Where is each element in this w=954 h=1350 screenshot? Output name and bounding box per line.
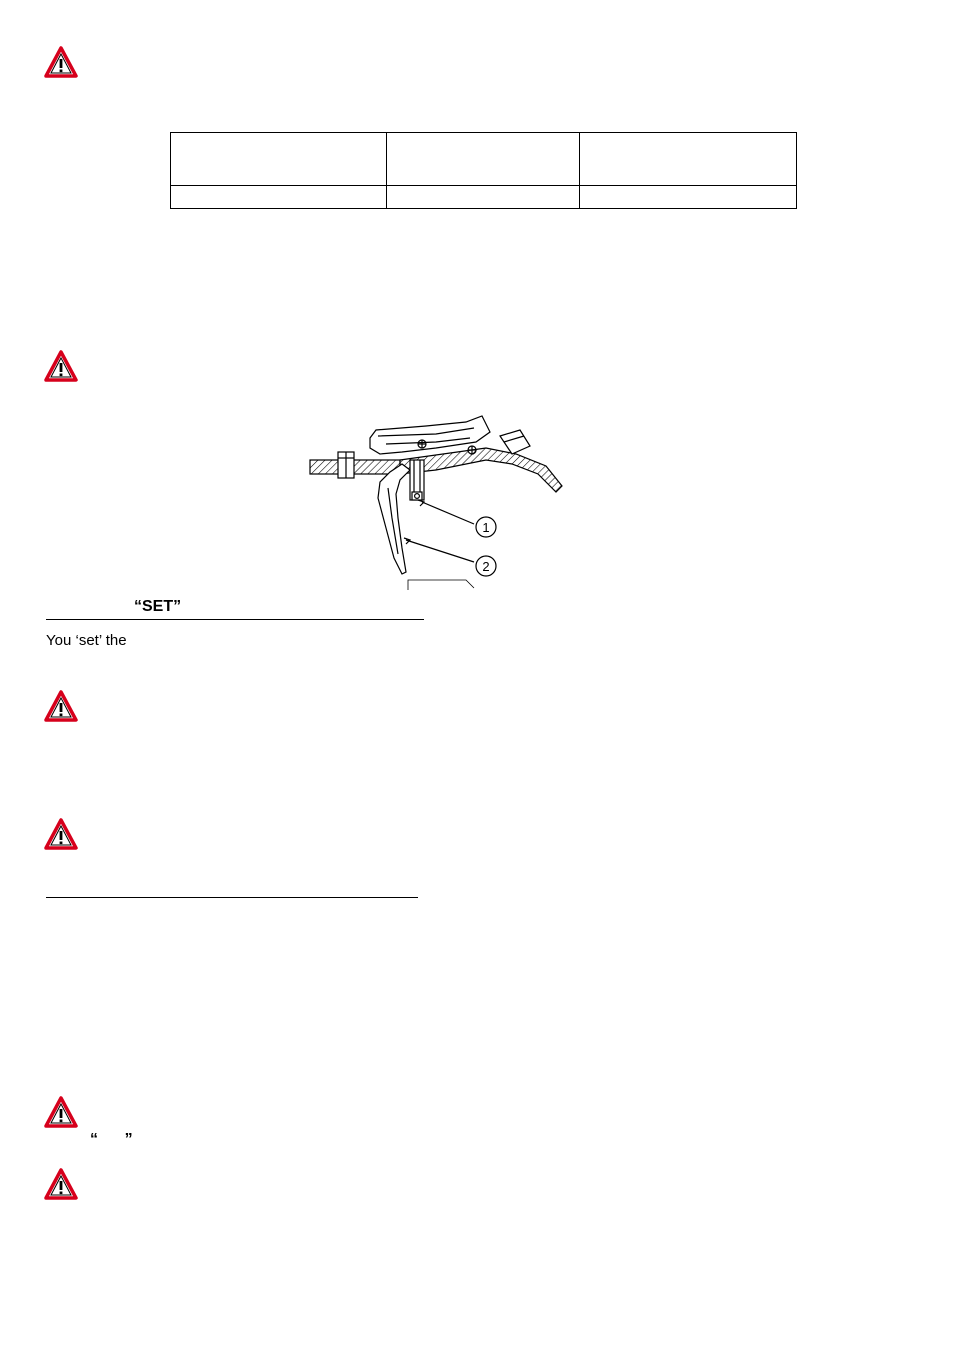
spec-table [170, 132, 797, 209]
table-cell [387, 133, 580, 186]
table-cell [580, 186, 797, 209]
body-paragraph: You ‘set’ the [46, 632, 127, 649]
table-cell [387, 186, 580, 209]
table-cell [171, 186, 387, 209]
warning-triangle-icon [44, 818, 78, 850]
mechanism-drawing [306, 408, 564, 592]
table-cell [580, 133, 797, 186]
warning-triangle-icon [44, 690, 78, 722]
warning-triangle-icon [44, 350, 78, 382]
heading-underline [46, 599, 424, 620]
warning-triangle-icon [44, 1168, 78, 1200]
callout-2-label: 2 [482, 559, 490, 574]
table-header-row [171, 133, 797, 186]
callout-1-label: 1 [482, 520, 490, 535]
warning-triangle-icon [44, 46, 78, 78]
warning-triangle-icon [44, 1096, 78, 1128]
quote-marks: “ ” [90, 1131, 133, 1148]
table-cell [171, 133, 387, 186]
section-heading: “SET” [134, 598, 182, 615]
heading-underline [46, 877, 418, 898]
table-row [171, 186, 797, 209]
